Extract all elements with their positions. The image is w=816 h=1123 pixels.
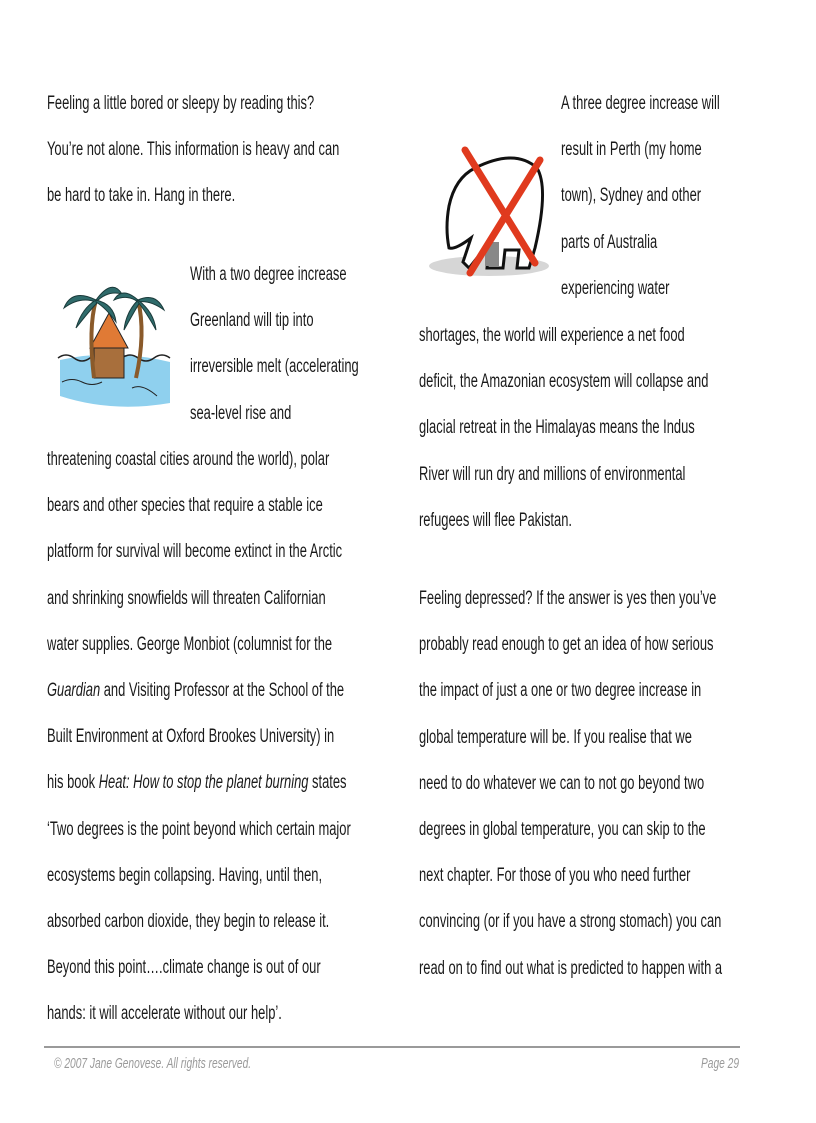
text-line: deficit, the Amazonian ecosystem will collapse and: [419, 371, 709, 393]
text-line: refugees will flee Pakistan.: [419, 509, 572, 531]
text-segment: threatening coastal cities around the world), polar: [47, 449, 330, 470]
text-line: [47, 541, 342, 563]
text-line: [47, 865, 322, 887]
text-segment: platform for survival will become extinct in the Arctic: [47, 541, 343, 563]
text-line: [47, 772, 347, 794]
text-line: degrees in global temperature, you can skip to the: [419, 819, 706, 840]
text-line: sea-level rise and: [190, 402, 292, 424]
text-line: glacial retreat in the Himalayas means the Indus: [419, 417, 695, 439]
text-line: With a two degree increase: [190, 264, 347, 285]
text-line: convincing (or if you have a strong stomach) you can: [419, 911, 722, 933]
text-line: read on to find out what is predicted to happen with a: [419, 957, 723, 979]
text-line: [47, 726, 334, 748]
text-segment: ecosystems begin collapsing. Having, until then,: [47, 864, 323, 886]
italic-title: Heat: How to stop the planet burning: [98, 772, 309, 794]
text-line: [47, 680, 344, 702]
crossed-bear-illustration: [425, 138, 553, 283]
text-line: [47, 634, 332, 656]
text-line: Feeling a little bored or sleepy by reading this?: [47, 93, 315, 114]
text-line: need to do whatever we can to not go beyond two: [419, 772, 705, 794]
text-segment: Built Environment at Oxford Brookes University) in: [47, 726, 335, 748]
text-line: [47, 1003, 282, 1025]
text-line: shortages, the world will experience a net food: [419, 325, 685, 346]
text-segment: states: [308, 772, 347, 794]
text-line: irreversible melt (accelerating: [190, 356, 359, 378]
text-line: [47, 495, 323, 517]
island-illustration: [52, 278, 174, 410]
text-segment: ‘Two degrees is the point beyond which certain major: [47, 818, 351, 840]
text-line: [47, 588, 326, 610]
text-line: You’re not alone. This information is heavy and can: [47, 139, 340, 161]
text-segment: water supplies. George Monbiot (columnist for the: [47, 633, 333, 655]
text-line: next chapter. For those of you who need further: [419, 865, 691, 887]
text-segment: bears and other species that require a stable ice: [47, 495, 323, 517]
text-segment: absorbed carbon dioxide, they begin to release it.: [47, 911, 330, 932]
page-number: Page 29: [701, 1055, 740, 1072]
text-line: [47, 911, 329, 933]
text-segment: hands: it will accelerate without our help’.: [47, 1003, 282, 1025]
text-line: probably read enough to get an idea of how serious: [419, 634, 714, 656]
text-line: result in Perth (my home: [561, 139, 702, 161]
text-line: [47, 449, 329, 471]
text-line: [47, 819, 351, 841]
text-line: the impact of just a one or two degree increase in: [419, 680, 702, 702]
text-line: town), Sydney and other: [561, 185, 702, 207]
text-segment: Beyond this point….climate change is out of our: [47, 957, 321, 979]
text-segment: and Visiting Professor at the School of the: [100, 680, 345, 701]
text-line: [47, 957, 321, 979]
text-line: River will run dry and millions of environmental: [419, 463, 686, 485]
copyright-text: © 2007 Jane Genovese. All rights reserved.: [54, 1055, 252, 1072]
text-line: global temperature will be. If you realise that we: [419, 726, 692, 748]
text-line: parts of Australia: [561, 231, 658, 253]
text-segment: his book: [47, 772, 99, 794]
text-line: Feeling depressed? If the answer is yes then you’ve: [419, 588, 717, 609]
italic-title: Guardian: [47, 680, 101, 701]
text-line: Greenland will tip into: [190, 310, 314, 332]
text-line: A three degree increase will: [561, 93, 720, 114]
footer-rule: [44, 1046, 740, 1048]
text-line: be hard to take in. Hang in there.: [47, 185, 236, 207]
text-line: experiencing water: [561, 277, 670, 299]
text-segment: and shrinking snowfields will threaten Californian: [47, 587, 326, 609]
